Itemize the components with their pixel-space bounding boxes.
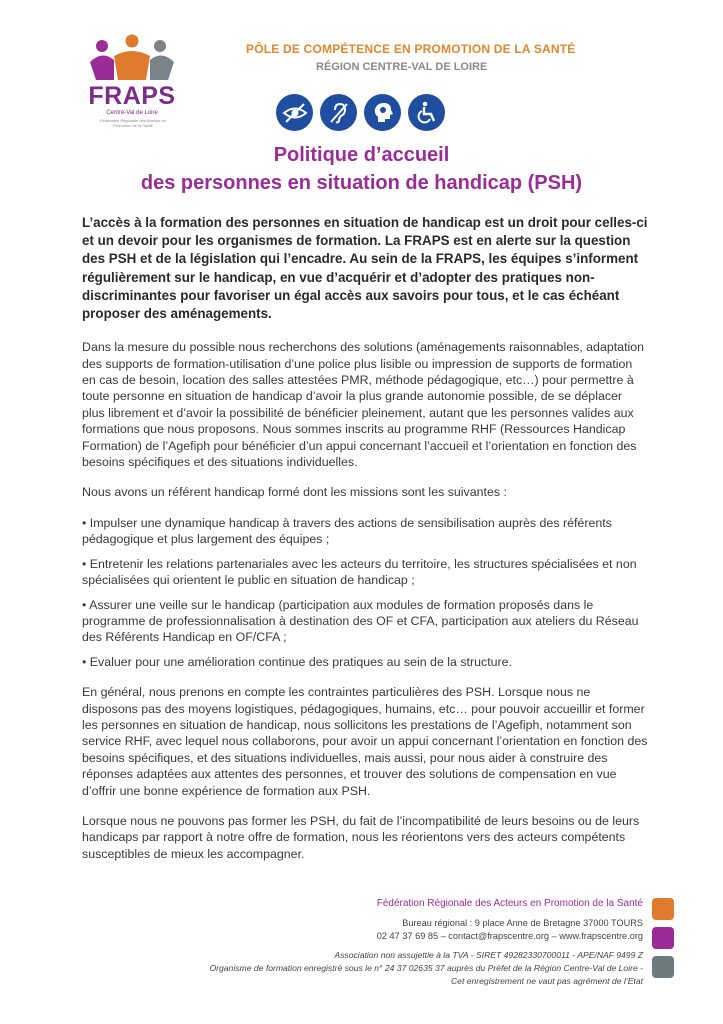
- missions-list: [82, 515, 648, 670]
- ear-icon: [320, 94, 357, 131]
- footer-address: Bureau régional : 9 place Anne de Bretagne 37000 TOURS: [402, 918, 643, 928]
- list-item: • Impulser une dynamique handicap à travers des actions de sensibilisation auprès des référents pédagogique et plus largement des équipes ;: [82, 515, 612, 547]
- logo-subtitle: Centre-Val de Loire: [106, 110, 158, 116]
- paragraph-referent: Nous avons un référent handicap formé dont les missions sont les suivantes :: [82, 485, 507, 500]
- people-logo-icon: [88, 34, 176, 82]
- head-icon: [364, 94, 401, 131]
- logo-tagline: Fédération Régionale des Acteurs en Promotion de la Santé: [100, 118, 166, 128]
- list-item: • Evaluer pour une amélioration continue des pratiques au sein de la structure.: [82, 654, 513, 669]
- pole-heading: PÔLE DE COMPÉTENCE EN PROMOTION DE LA SANTÉ: [246, 42, 576, 56]
- wheelchair-icon: [408, 94, 445, 131]
- footer-federation: Fédération Régionale des Acteurs en Promotion de la Santé: [376, 898, 643, 909]
- region-heading: RÉGION CENTRE-VAL DE LOIRE: [316, 61, 488, 73]
- paragraph-general: En général, nous prenons en compte les contraintes particulières des PSH. Lorsque nous ne disposons pas des moyens logistiques, pédagogiques, humains, etc… pour pouvoir accueillir et former les personnes en situation de handicap, nous sollicitons les prestations de l’Agefiph, notamment son service RHF, avec lequel nous collaborons, pour avoir un appui concernant l’orientation en fonction des besoins spécifiques, et des situations individuelles, mais aussi, pour nous aider à construire des réponses adaptées aux attentes des personnes, et trouver des solutions de compensation en vue d’offrir une bonne expérience de formation aux PSH.: [82, 685, 648, 798]
- grey-square: [652, 956, 674, 978]
- page-footer: [209, 897, 643, 988]
- footer-legal-agreement: Cet enregistrement ne vaut pas agrément de l’Etat: [450, 976, 643, 986]
- document-body: [82, 214, 648, 876]
- footer-legal-registration: Organisme de formation enregistré sous le n° 24 37 02635 37 auprès du Préfet de la Région Centre-Val de Loire -: [209, 963, 643, 973]
- footer-contact[interactable]: 02 47 37 69 85 – contact@frapscentre.org – www.frapscentre.org: [376, 931, 643, 941]
- logo-brand: FRAPS: [88, 82, 176, 110]
- intro-paragraph: L’accès à la formation des personnes en situation de handicap est un droit pour celles-ci et un devoir pour les organismes de formation. La FRAPS est en alerte sur la question des PSH et de la législation qui l’encadre. Au sein de la FRAPS, les équipes s’informent régulièrement sur le handicap, en vue d’acquérir et d’adopter des pratiques non-discriminantes pour favoriser un égal accès aux savoirs pour tous, et le cas échéant proposer des aménagements.: [82, 215, 648, 322]
- paragraph-solutions: Dans la mesure du possible nous recherchons des solutions (aménagements raisonnables, adaptation des supports de formation-utilisation d’une police plus lisible ou impression de supports de formation en cas de besoin, location des salles attestées PMR, méthode pédagogique, etc…) pour permettre à toute personne en situation de handicap d’avoir la plus grande autonomie possible, de se déplacer plus librement et d’avoir la possibilité de bénéficier pleinement, autant que les personnes valides aux formations que nous proposons. Nous sommes inscrits au programme RHF (Ressources Handicap Formation) de l’Agefiph pour bénéficier d’un appui concernant l’accueil et l’orientation en fonction des besoins spécifiques et des situations individuelles.: [82, 340, 645, 470]
- purple-square: [652, 927, 674, 949]
- list-item: • Entretenir les relations partenariales avec les acteurs du territoire, les structures spécialisées et non spécialisées qui orientent le public en situation de handicap ;: [82, 556, 637, 588]
- accessibility-icons: [276, 94, 445, 131]
- paragraph-reorientation: Lorsque nous ne pouvons pas former les PSH, du fait de l’incompatibilité de leurs besoins ou de leurs handicaps par rapport à notre offre de formation, nous les réorientons vers des acteurs compétents susceptibles de mieux les accompagner.: [82, 813, 640, 861]
- footer-legal-tva: Association non assujettie à la TVA - SIRET 49282330700011 - APE/NAF 9499 Z: [334, 950, 643, 960]
- page-title-line-1: Politique d’accueil: [273, 144, 450, 166]
- page-title-line-2: des personnes en situation de handicap (PSH): [140, 172, 583, 194]
- orange-square: [652, 898, 674, 920]
- list-item: • Assurer une veille sur le handicap (participation aux modules de formation proposés dans le programme de professionnalisation à destination des OF et CFA, participation aux ateliers du Réseau des Référents Handicap en OF/CFA ;: [82, 597, 639, 645]
- fraps-logo: [82, 34, 182, 130]
- color-squares: [652, 898, 674, 985]
- eye-icon: [276, 94, 313, 131]
